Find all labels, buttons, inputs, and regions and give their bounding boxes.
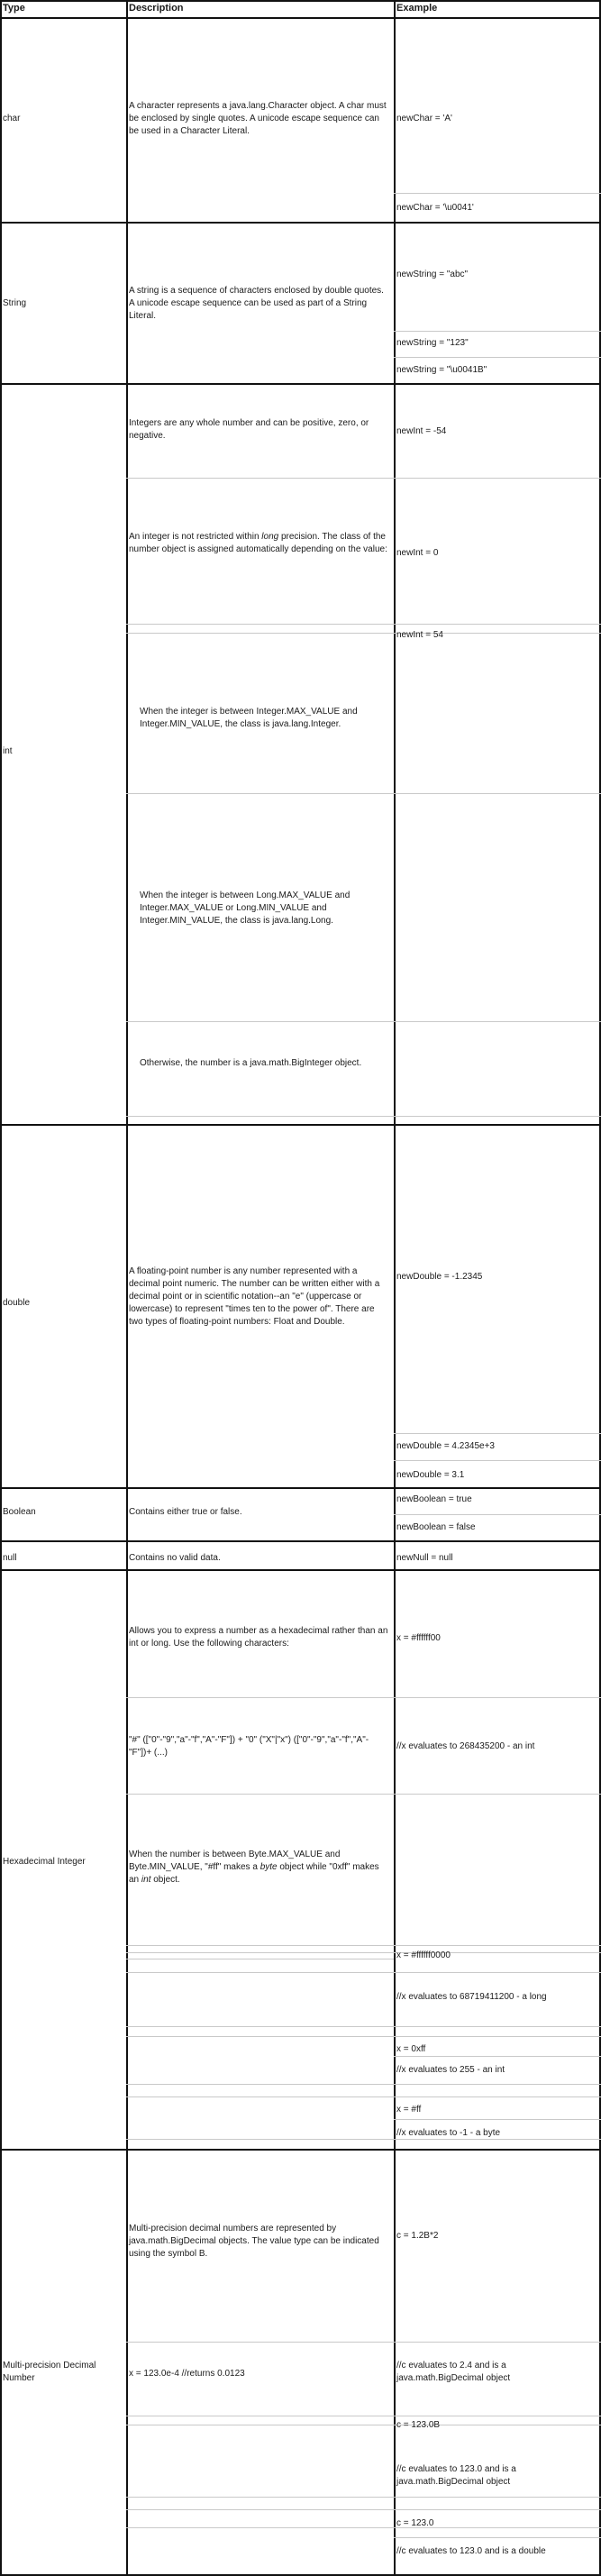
type-hex: Hexadecimal Integer (3, 1857, 86, 1867)
row-divider (394, 2084, 601, 2085)
type-string: String (3, 298, 27, 308)
desc-int-2: An integer is not restricted within long precision. The class of the number object is assigned automatically depending on the value: (129, 532, 387, 554)
section-border (0, 383, 601, 385)
example-char-2: newChar = '\u0041' (396, 203, 474, 213)
row-divider (126, 1972, 394, 1973)
type-double: double (3, 1298, 31, 1308)
desc-int-1: Integers are any whole number and can be positive, zero, or negative. (129, 418, 369, 441)
section-border (0, 17, 601, 19)
example-mpd-2: //c evaluates to 2.4 and is a java.math.BigDecimal object (396, 2361, 511, 2383)
row-divider (394, 1972, 601, 1973)
desc-hex-1: Allows you to express a number as a hexadecimal rather than an int or long. Use the following characters: (129, 1626, 388, 1649)
row-divider (394, 2036, 601, 2037)
row-divider (126, 478, 394, 479)
row-divider (394, 2537, 601, 2538)
row-divider (126, 2509, 394, 2510)
row-divider (126, 1794, 394, 1795)
row-divider (394, 1460, 601, 1461)
row-divider (394, 793, 601, 794)
row-divider (126, 1697, 394, 1698)
row-divider (394, 1116, 601, 1117)
type-mpd: Multi-precision Decimal Number (3, 2361, 96, 2383)
example-mpd-3: c = 123.0B (396, 2420, 441, 2430)
example-boolean-2: newBoolean = false (396, 1522, 476, 1532)
desc-string: A string is a sequence of characters enclosed by double quotes. A unicode escape sequence can be used as part of a String Literal. (129, 286, 384, 321)
section-border (0, 222, 601, 224)
row-divider (394, 478, 601, 479)
desc-hex-2: "#" (["0"-"9","a"-"f","A"-"F"]) + "0" ("X"|"x") (["0"-"9","a"-"f","A"-"F"])+ (...) (129, 1735, 369, 1758)
row-divider (394, 2056, 601, 2057)
desc-int-4: When the integer is between Long.MAX_VALUE and Integer.MAX_VALUE or Long.MIN_VALUE and Integer.MIN_VALUE, the class is java.lang.Long. (140, 891, 351, 926)
row-divider (126, 624, 394, 625)
row-divider (394, 357, 601, 358)
section-border (0, 1569, 601, 1571)
example-hex-4: //x evaluates to 68719411200 - a long (396, 1992, 547, 2002)
section-border (0, 1540, 601, 1542)
example-string-2: newString = "123" (396, 338, 469, 348)
column-border (394, 0, 396, 2575)
row-divider (126, 633, 394, 634)
row-divider (394, 2509, 601, 2510)
desc-int-3: When the integer is between Integer.MAX_VALUE and Integer.MIN_VALUE, the class is java.lang.Integer. (140, 707, 358, 729)
example-double-1: newDouble = -1.2345 (396, 1272, 483, 1282)
row-divider (394, 2096, 601, 2097)
desc-mpd-1: Multi-precision decimal numbers are represented by java.math.BigDecimal objects. The value type can be indicated using the symbol B. (129, 2224, 379, 2259)
example-hex-3: x = #ffffff0000 (396, 1950, 451, 1960)
example-mpd-6: //c evaluates to 123.0 and is a double (396, 2546, 546, 2556)
example-hex-1: x = #ffffff00 (396, 1633, 441, 1643)
example-string-3: newString = "\u0041B" (396, 365, 487, 375)
desc-double: A floating-point number is any number represented with a decimal point numeric. The number can be written either with a decimal point or in scientific notation--an "e" (uppercase or lowercase) to represent "times ten to the power of". There are two types of floating-point numbers: Float and Double. (129, 1266, 380, 1327)
example-int-1: newInt = -54 (396, 426, 447, 436)
header-example: Example (396, 3, 438, 14)
row-divider (394, 1021, 601, 1022)
row-divider (394, 1945, 601, 1946)
desc-hex-3: When the number is between Byte.MAX_VALUE and Byte.MIN_VALUE, "#ff" makes a byte object while "0xff" makes an int object. (129, 1850, 379, 1885)
row-divider (394, 2342, 601, 2343)
example-int-2: newInt = 0 (396, 548, 439, 558)
row-divider (394, 1794, 601, 1795)
column-border (0, 0, 2, 2575)
row-divider (126, 2026, 394, 2027)
header-type: Type (3, 3, 25, 14)
example-mpd-1: c = 1.2B*2 (396, 2231, 439, 2241)
desc-null: Contains no valid data. (129, 1553, 221, 1563)
example-hex-7: x = #ff (396, 2105, 422, 2115)
type-boolean: Boolean (3, 1507, 36, 1517)
row-divider (126, 2036, 394, 2037)
desc-boolean: Contains either true or false. (129, 1507, 242, 1517)
row-divider (126, 2139, 394, 2140)
row-divider (126, 1945, 394, 1946)
example-string-1: newString = "abc" (396, 269, 469, 279)
row-divider (394, 1697, 601, 1698)
example-null-1: newNull = null (396, 1553, 453, 1563)
example-hex-5: x = 0xff (396, 2044, 426, 2054)
row-divider (126, 2342, 394, 2343)
row-divider (394, 2119, 601, 2120)
row-divider (394, 2026, 601, 2027)
example-mpd-5: c = 123.0 (396, 2518, 434, 2528)
row-divider (126, 2497, 394, 2498)
example-hex-6: //x evaluates to 255 - an int (396, 2065, 505, 2075)
example-boolean-1: newBoolean = true (396, 1494, 472, 1504)
example-double-2: newDouble = 4.2345e+3 (396, 1441, 495, 1451)
example-hex-2: //x evaluates to 268435200 - an int (396, 1741, 535, 1751)
type-int: int (3, 746, 13, 756)
example-int-3: newInt = 54 (396, 630, 443, 640)
row-divider (394, 1433, 601, 1434)
example-mpd-4: //c evaluates to 123.0 and is a java.math.BigDecimal object (396, 2464, 516, 2487)
type-null: null (3, 1553, 17, 1563)
row-divider (126, 1116, 394, 1117)
example-double-3: newDouble = 3.1 (396, 1470, 465, 1480)
example-char-1: newChar = 'A' (396, 114, 452, 123)
row-divider (394, 1514, 601, 1515)
section-border (0, 1124, 601, 1126)
row-divider (394, 331, 601, 332)
section-border (0, 2149, 601, 2151)
column-border (126, 0, 128, 2575)
section-border (0, 1487, 601, 1489)
row-divider (126, 2096, 394, 2097)
row-divider (126, 1952, 394, 1953)
desc-int-5: Otherwise, the number is a java.math.BigInteger object. (140, 1058, 362, 1068)
header-description: Description (129, 3, 184, 14)
row-divider (394, 193, 601, 194)
row-divider (126, 2084, 394, 2085)
row-divider (126, 2527, 394, 2528)
section-border (0, 0, 601, 2)
row-divider (126, 793, 394, 794)
row-divider (394, 624, 601, 625)
row-divider (394, 2497, 601, 2498)
desc-char: A character represents a java.lang.Character object. A char must be enclosed by single quotes. A unicode escape sequence can be used in a Character Literal. (129, 101, 387, 136)
desc-mpd-2: x = 123.0e-4 //returns 0.0123 (129, 2369, 245, 2379)
example-hex-8: //x evaluates to -1 - a byte (396, 2128, 501, 2138)
row-divider (126, 1021, 394, 1022)
type-char: char (3, 114, 21, 123)
